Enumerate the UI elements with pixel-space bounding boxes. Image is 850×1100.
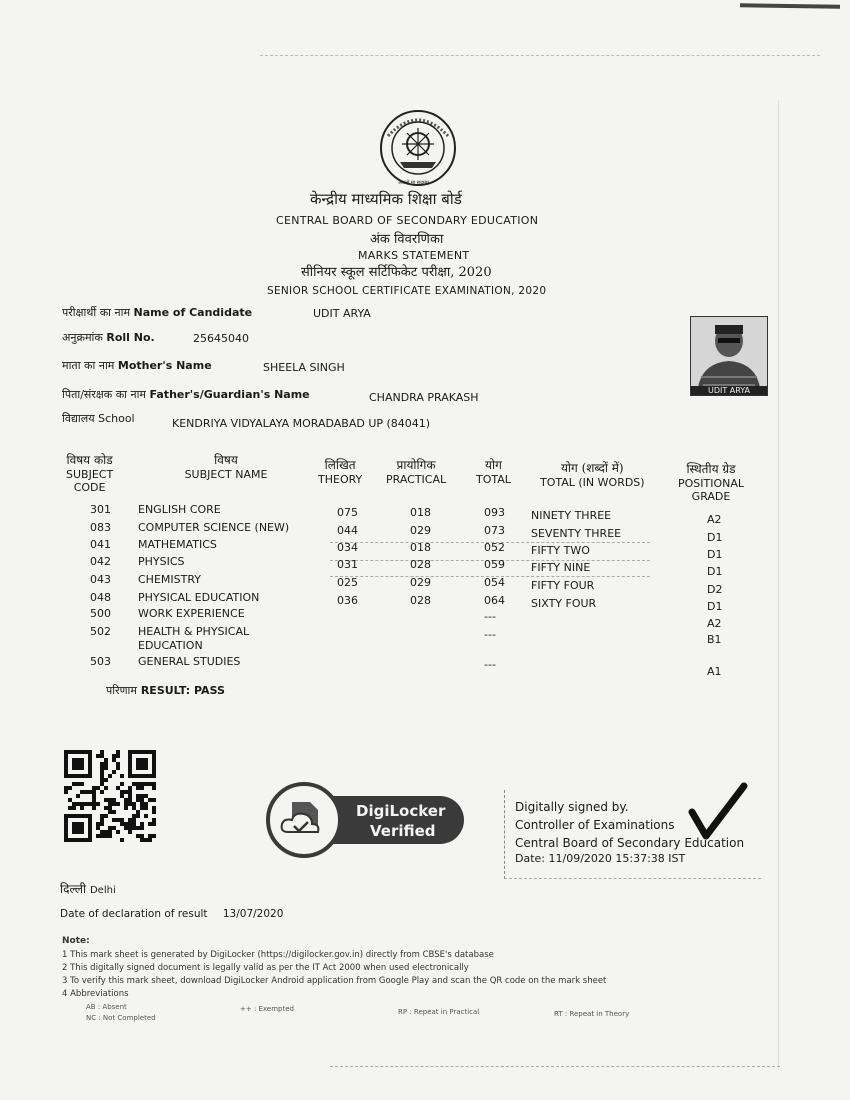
total-marks: 054 (484, 576, 505, 589)
positional-grade: D1 (707, 600, 723, 613)
theory-marks: 031 (337, 558, 358, 571)
mother-row (62, 358, 212, 373)
statement-title: MARKS STATEMENT (358, 249, 470, 262)
abbr-item: RT : Repeat in Theory (554, 1010, 630, 1018)
roll-number: 25645040 (193, 332, 249, 345)
board-name: CENTRAL BOARD OF SECONDARY EDUCATION (276, 214, 539, 227)
col-header-hindi: योग (शब्दों में) (560, 461, 624, 475)
practical-marks: 028 (410, 594, 431, 607)
statement-title-hindi: अंक विवरणिका (370, 232, 444, 247)
practical-marks: 028 (410, 558, 431, 571)
col-header-hindi: प्रायोगिक (396, 458, 436, 472)
subject-name-cont: EDUCATION (138, 639, 203, 652)
note-item: 1 This mark sheet is generated by DigiLocker (https://digilocker.gov.in) directly from CBSE's database (62, 950, 494, 960)
col-header-line: PRACTICAL (386, 473, 447, 486)
abbr-item: ++ : Exempted (240, 1005, 294, 1013)
sheet-edge (330, 1066, 780, 1067)
subject-code: 301 (90, 503, 111, 516)
label: Father's/Guardian's Name (149, 388, 310, 401)
subject-code: 048 (90, 591, 111, 604)
label: Name of Candidate (133, 306, 253, 319)
school-row (62, 411, 135, 426)
sig-line: Digitally signed by. (515, 800, 629, 814)
result-value: PASS (194, 684, 225, 697)
board-name-hindi: केन्द्रीय माध्यमिक शिक्षा बोर्ड (310, 190, 462, 208)
declaration-line (60, 908, 283, 920)
total-marks: --- (484, 658, 496, 671)
roll-row (62, 330, 155, 345)
label-hindi: अनुक्रमांक (62, 331, 103, 344)
practical-marks: 018 (410, 541, 431, 554)
col-header-hindi: योग (485, 458, 502, 472)
total-in-words: NINETY THREE (531, 509, 612, 522)
subject-name: COMPUTER SCIENCE (NEW) (138, 521, 290, 534)
col-header-line: THEORY (318, 473, 363, 486)
sig-line: Controller of Examinations (515, 818, 675, 832)
col-header-code (66, 451, 113, 494)
subject-code: 042 (90, 555, 111, 568)
cbse-logo-icon (378, 106, 458, 190)
label: Mother's Name (117, 359, 212, 372)
total-in-words: FIFTY TWO (531, 544, 590, 557)
place-hindi: दिल्ली (60, 882, 87, 896)
col-header-hindi: विषय कोड (66, 453, 113, 467)
total-marks: --- (484, 610, 496, 623)
badge-subtitle: Verified (370, 822, 436, 840)
abbr-item: NC : Not Completed (86, 1014, 156, 1022)
col-header-hindi: विषय (214, 453, 238, 467)
checkmark-icon (688, 782, 748, 840)
candidate-photo (690, 316, 768, 396)
total-in-words: FIFTY NINE (531, 561, 591, 574)
label-hindi: परीक्षार्थी का नाम (62, 306, 131, 319)
total-marks: 093 (484, 506, 505, 519)
total-marks: 052 (484, 541, 505, 554)
subject-code: 083 (90, 521, 111, 534)
col-header-subject (176, 451, 276, 481)
abbr-item: AB : Absent (86, 1003, 127, 1011)
digilocker-icon (266, 782, 466, 858)
col-header-practical (386, 456, 446, 486)
total-in-words: SEVENTY THREE (531, 527, 622, 540)
positional-grade: B1 (707, 633, 722, 646)
positional-grade: A2 (707, 617, 722, 630)
subject-name: WORK EXPERIENCE (138, 607, 245, 620)
label-hindi: माता का नाम (62, 359, 115, 372)
note-item: 2 This digitally signed document is legally valid as per the IT Act 2000 when used electronically (62, 963, 469, 973)
label-hindi: पिता/संरक्षक का नाम (62, 388, 147, 401)
abbr-item: RP : Repeat in Practical (398, 1008, 480, 1016)
sig-date: Date: 11/09/2020 15:37:38 IST (515, 852, 686, 865)
col-header-theory (318, 456, 362, 486)
badge-title: DigiLocker (356, 802, 446, 820)
mother-name: SHEELA SINGH (263, 361, 345, 374)
theory-marks: 044 (337, 524, 358, 537)
col-header-grade (678, 460, 744, 503)
label: Roll No. (106, 331, 155, 344)
theory-marks: 025 (337, 576, 358, 589)
exam-title: SENIOR SCHOOL CERTIFICATE EXAMINATION, 2020 (267, 285, 547, 297)
place-english: Delhi (89, 885, 116, 896)
declaration-label: Date of declaration of result (60, 908, 208, 920)
subject-name: PHYSICS (138, 555, 185, 568)
col-header-hindi: स्थितीय ग्रेड (686, 462, 736, 476)
father-name: CHANDRA PRAKASH (369, 391, 479, 404)
practical-marks: 029 (410, 576, 431, 589)
result-line (106, 683, 225, 698)
sheet-edge (778, 100, 779, 1070)
col-header-words (540, 459, 645, 489)
candidate-name: UDIT ARYA (313, 307, 371, 320)
subject-name: HEALTH & PHYSICAL (138, 625, 250, 638)
positional-grade: D1 (707, 548, 723, 561)
practical-marks: 029 (410, 524, 431, 537)
positional-grade: D1 (707, 531, 723, 544)
photo-caption: UDIT ARYA (691, 386, 767, 395)
positional-grade: D1 (707, 565, 723, 578)
subject-name: MATHEMATICS (138, 538, 217, 551)
col-header-line: CODE (73, 481, 106, 494)
practical-marks: 018 (410, 506, 431, 519)
total-marks: 073 (484, 524, 505, 537)
label: School (98, 412, 135, 425)
subject-code: 503 (90, 655, 111, 668)
total-marks: 059 (484, 558, 505, 571)
subject-name: ENGLISH CORE (138, 503, 221, 516)
col-header-line: POSITIONAL (678, 477, 745, 490)
school-name: KENDRIYA VIDYALAYA MORADABAD UP (84041) (172, 417, 431, 430)
note-item: 3 To verify this mark sheet, download DigiLocker Android application from Google Play and scan the QR code on the mark sheet (62, 976, 607, 986)
result-label-hindi: परिणाम (106, 684, 137, 697)
total-in-words: FIFTY FOUR (531, 579, 595, 592)
subject-name: CHEMISTRY (138, 573, 201, 586)
subject-name: GENERAL STUDIES (138, 655, 241, 668)
notes-title: Note: (62, 936, 90, 946)
qr-code-icon[interactable] (64, 750, 156, 842)
subject-code: 502 (90, 625, 111, 638)
subject-code: 500 (90, 607, 111, 620)
col-header-line: SUBJECT (66, 468, 114, 481)
result-label: RESULT: (140, 684, 191, 697)
col-header-hindi: लिखित (324, 458, 356, 472)
declaration-date: 13/07/2020 (222, 908, 284, 920)
sheet-edge (260, 55, 820, 56)
col-header-line: TOTAL (IN WORDS) (540, 476, 645, 489)
total-marks: --- (484, 628, 496, 641)
subject-code: 041 (90, 538, 111, 551)
total-marks: 064 (484, 594, 505, 607)
positional-grade: D2 (707, 583, 723, 596)
subject-code: 043 (90, 573, 111, 586)
label-hindi: विद्यालय (62, 412, 95, 425)
theory-marks: 036 (337, 594, 358, 607)
col-header-line: TOTAL (476, 473, 511, 486)
col-header-line: GRADE (691, 490, 731, 503)
person-photo-icon (691, 317, 767, 395)
exam-title-hindi: सीनियर स्कूल सर्टिफिकेट परीक्षा, 2020 (301, 265, 492, 280)
candidate-name-row (62, 305, 252, 320)
place (60, 880, 116, 897)
theory-marks: 034 (337, 541, 358, 554)
note-item: 4 Abbreviations (62, 989, 129, 999)
sig-line: Central Board of Secondary Education (515, 836, 745, 850)
subject-name: PHYSICAL EDUCATION (138, 591, 260, 604)
total-in-words: SIXTY FOUR (531, 597, 597, 610)
theory-marks: 075 (337, 506, 358, 519)
father-row (62, 387, 310, 402)
scan-edge-mark (740, 3, 840, 8)
positional-grade: A2 (707, 513, 722, 526)
logo-motto: असतो मा सद्गमय (398, 180, 429, 186)
col-header-total (476, 456, 511, 486)
col-header-line: SUBJECT NAME (184, 468, 268, 481)
digilocker-verified-badge (266, 782, 466, 858)
positional-grade: A1 (707, 665, 722, 678)
